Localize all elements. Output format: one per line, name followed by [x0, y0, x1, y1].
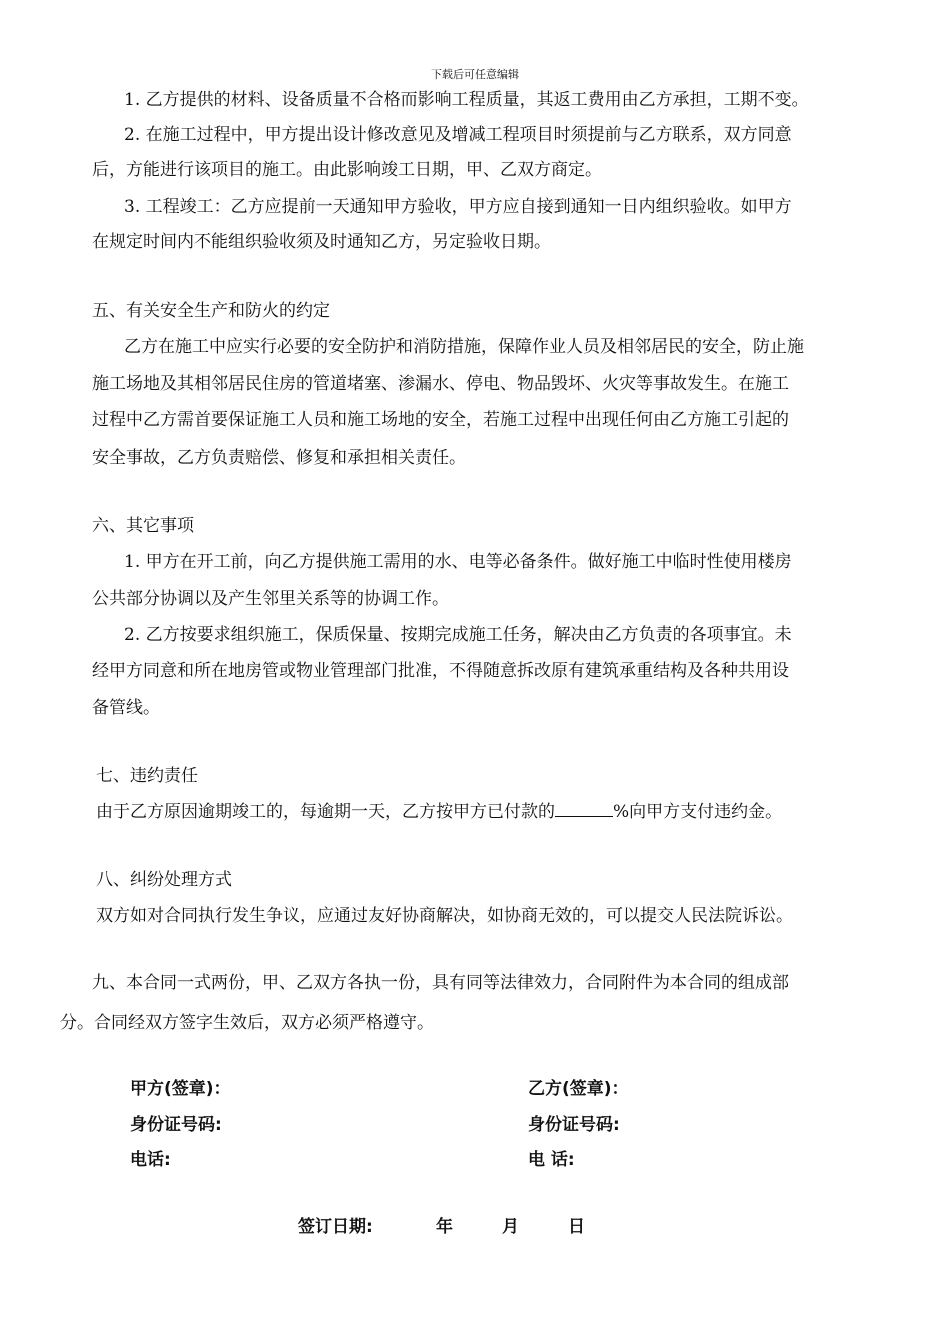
party-a-id-label: 身份证号码: [130, 1115, 222, 1135]
section9-line2: 分。合同经双方签字生效后，双方必须严格遵守。 [60, 1013, 434, 1033]
page-header: 下载后可任意编辑 [431, 68, 519, 81]
section9-line1: 九、本合同一式两份，甲、乙双方各执一份，具有同等法律效力，合同附件为本合同的组成部 [92, 973, 789, 993]
section6-item2-line2: 经甲方同意和所在地房管或物业管理部门批准，不得随意拆改原有建筑承重结构及各种共用设 [92, 661, 789, 681]
date-day-label: 日 [568, 1217, 585, 1237]
party-b-signature-label: 乙方(签章)： [528, 1079, 629, 1099]
section7-heading: 七、违约责任 [96, 766, 198, 786]
party-a-signature-label: 甲方(签章)： [130, 1079, 231, 1099]
section5-line3: 过程中乙方需首要保证施工人员和施工场地的安全，若施工过程中出现任何由乙方施工引起的 [92, 410, 789, 430]
party-a-phone-label: 电话: [130, 1150, 171, 1170]
date-month-label: 月 [502, 1217, 519, 1237]
section4-item3-line2: 在规定时间内不能组织验收须及时通知乙方，另定验收日期。 [92, 232, 551, 252]
section7-text-before: 由于乙方原因逾期竣工的，每逾期一天，乙方按甲方已付款的 [96, 802, 555, 822]
section6-item2-line3: 备管线。 [92, 698, 160, 718]
section7-text-after: %向甲方支付违约金。 [613, 802, 783, 822]
section5-line1: 乙方在施工中应实行必要的安全防护和消防措施，保障作业人员及相邻居民的安全，防止施 [124, 337, 804, 357]
date-year-label: 年 [436, 1217, 453, 1237]
section8-heading: 八、纠纷处理方式 [96, 870, 232, 890]
signing-date-label: 签订日期: [298, 1217, 373, 1237]
section5-heading: 五、有关安全生产和防火的约定 [92, 301, 330, 321]
section6-heading: 六、其它事项 [92, 516, 194, 536]
section4-item1: 1. 乙方提供的材料、设备质量不合格而影响工程质量，其返工费用由乙方承担，工期不变。 [124, 90, 809, 110]
party-b-phone-label: 电 话: [528, 1150, 575, 1170]
section4-item2-line1: 2. 在施工过程中，甲方提出设计修改意见及增减工程项目时须提前与乙方联系，双方同意 [124, 125, 792, 145]
section6-item2-line1: 2. 乙方按要求组织施工，保质保量、按期完成施工任务，解决由乙方负责的各项事宜。未 [124, 625, 792, 645]
section5-line4: 安全事故，乙方负责赔偿、修复和承担相关责任。 [92, 448, 466, 468]
section4-item2-line2: 后，方能进行该项目的施工。由此影响竣工日期，甲、乙双方商定。 [92, 160, 602, 180]
section6-item1-line1: 1. 甲方在开工前，向乙方提供施工需用的水、电等必备条件。做好施工中临时性使用楼房 [124, 552, 792, 572]
section6-item1-line2: 公共部分协调以及产生邻里关系等的协调工作。 [92, 589, 449, 609]
section8-line1: 双方如对合同执行发生争议，应通过友好协商解决，如协商无效的，可以提交人民法院诉讼。 [96, 906, 793, 926]
penalty-rate-blank[interactable] [555, 802, 613, 817]
section7-text [96, 801, 782, 823]
party-b-id-label: 身份证号码: [528, 1115, 620, 1135]
section5-line2: 施工场地及其相邻居民住房的管道堵塞、渗漏水、停电、物品毁坏、火灾等事故发生。在施工 [92, 374, 789, 394]
section4-item3-line1: 3. 工程竣工：乙方应提前一天通知甲方验收，甲方应自接到通知一日内组织验收。如甲方 [124, 197, 792, 217]
